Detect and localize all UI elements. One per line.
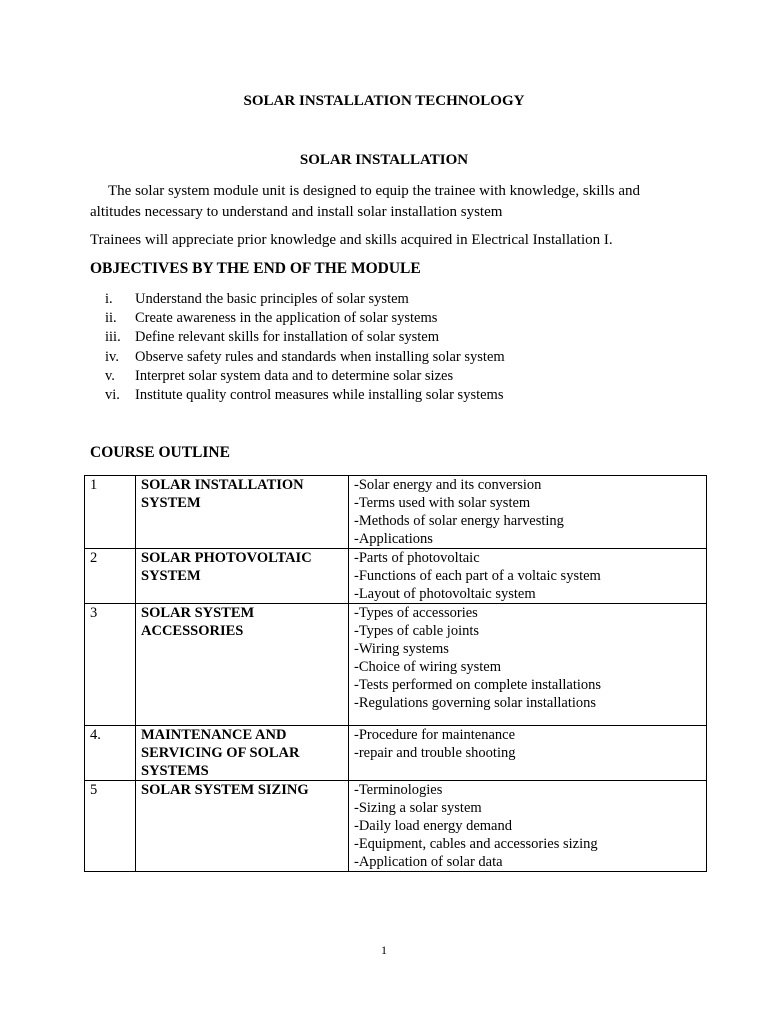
- objective-number: iii.: [105, 329, 121, 346]
- row-contents: [349, 549, 707, 604]
- objective-text: Interpret solar system data and to determine solar sizes: [135, 367, 454, 384]
- objectives-heading: OBJECTIVES BY THE END OF THE MODULE: [90, 260, 421, 277]
- content-line: -Equipment, cables and accessories sizing: [354, 836, 598, 852]
- content-line: -Application of solar data: [354, 854, 503, 870]
- row-topic: SOLAR INSTALLATION SYSTEM: [136, 476, 349, 549]
- content-line: -Procedure for maintenance: [354, 727, 516, 743]
- objective-number: ii.: [105, 310, 117, 327]
- objectives-list: [90, 290, 505, 405]
- intro-paragraph: [90, 181, 690, 223]
- table-row: [85, 604, 707, 726]
- content-line: -Functions of each part of a voltaic system: [354, 568, 601, 584]
- objective-text: Understand the basic principles of solar system: [135, 291, 409, 307]
- objective-text: Define relevant skills for installation of solar system: [135, 329, 440, 346]
- content-line: -Terms used with solar system: [354, 495, 531, 511]
- objective-text: Create awareness in the application of solar systems: [135, 310, 438, 327]
- content-line: -Types of cable joints: [354, 623, 480, 639]
- course-outline-heading: COURSE OUTLINE: [90, 444, 230, 461]
- content-line: -Solar energy and its conversion: [354, 477, 542, 493]
- row-contents: [349, 604, 707, 726]
- objective-item: [90, 290, 505, 309]
- objective-number: vi.: [105, 387, 120, 404]
- document-title: SOLAR INSTALLATION TECHNOLOGY: [243, 93, 525, 109]
- content-line: -Methods of solar energy harvesting: [354, 513, 564, 529]
- table-row: [85, 781, 707, 872]
- row-topic: SOLAR SYSTEM ACCESSORIES: [136, 604, 349, 726]
- intro-text: The solar system module unit is designed to equip the trainee with knowledge, skills and altitudes necessary to understand and install solar installation system: [90, 183, 640, 220]
- objective-number: v.: [105, 367, 115, 384]
- objective-text: Observe safety rules and standards when installing solar system: [135, 348, 505, 365]
- prior-knowledge-paragraph: Trainees will appreciate prior knowledge and skills acquired in Electrical Installation I.: [90, 232, 613, 248]
- content-line: -Layout of photovoltaic system: [354, 586, 536, 602]
- row-number: 2: [85, 549, 136, 604]
- content-line: -Applications: [354, 531, 433, 547]
- row-contents: [349, 781, 707, 872]
- objective-item: [90, 348, 505, 367]
- content-line: -Tests performed on complete installations: [354, 677, 602, 693]
- table-row: [85, 726, 707, 781]
- row-topic: MAINTENANCE AND SERVICING OF SOLAR SYSTEMS: [136, 726, 349, 781]
- objective-item: [90, 367, 505, 386]
- course-outline-table: [84, 475, 707, 872]
- row-number: 4.: [85, 726, 136, 781]
- row-number: 3: [85, 604, 136, 726]
- content-line: -Regulations governing solar installations: [354, 695, 597, 711]
- objective-item: [90, 328, 505, 347]
- objective-number: iv.: [105, 348, 119, 365]
- content-line: -Wiring systems: [354, 641, 449, 657]
- row-number: 5: [85, 781, 136, 872]
- content-line: -Daily load energy demand: [354, 818, 512, 834]
- objective-text: Institute quality control measures while installing solar systems: [135, 387, 504, 404]
- content-line: -repair and trouble shooting: [354, 745, 516, 761]
- document-subtitle: SOLAR INSTALLATION: [299, 152, 469, 168]
- objective-item: [90, 309, 505, 328]
- content-line: -Choice of wiring system: [354, 659, 501, 675]
- row-number: 1: [85, 476, 136, 549]
- table-row: [85, 476, 707, 549]
- objective-number: i.: [105, 291, 113, 307]
- page-number: 1: [381, 943, 387, 957]
- row-contents: [349, 476, 707, 549]
- row-contents: [349, 726, 707, 781]
- content-line: -Parts of photovoltaic: [354, 550, 480, 566]
- row-topic: SOLAR PHOTOVOLTAIC SYSTEM: [136, 549, 349, 604]
- table-row: [85, 549, 707, 604]
- objective-item: [90, 386, 505, 405]
- content-line: -Sizing a solar system: [354, 800, 482, 816]
- row-topic: SOLAR SYSTEM SIZING: [136, 781, 349, 872]
- content-line: -Terminologies: [354, 782, 443, 798]
- content-line: -Types of accessories: [354, 605, 478, 621]
